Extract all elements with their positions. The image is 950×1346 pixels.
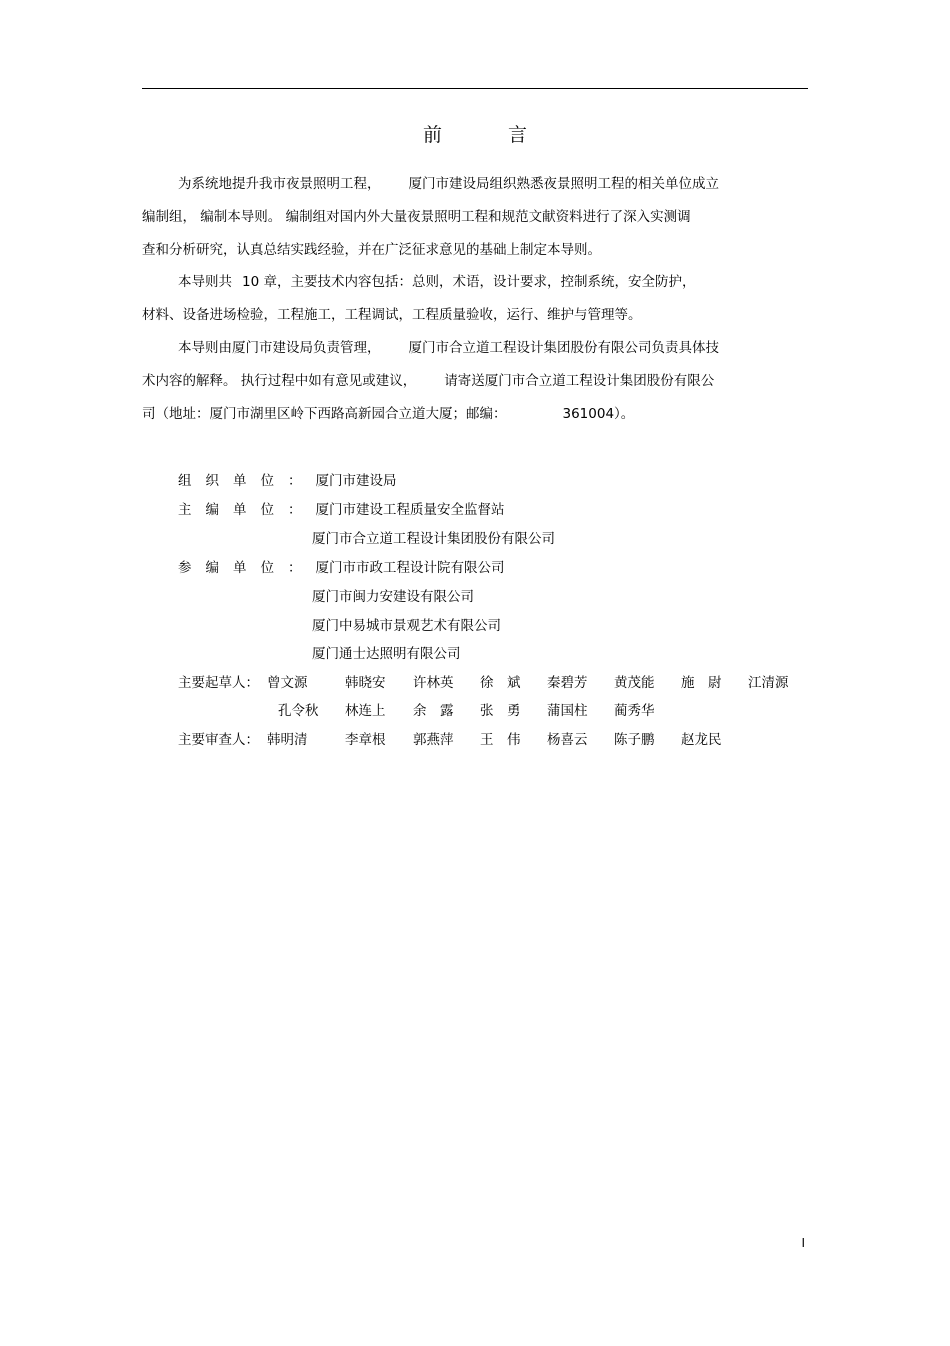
para3-line3: 司（地址：厦门市湖里区岭下西路高新园合立道大厦；邮编： 361004）。 (142, 406, 635, 422)
page-title: 前 言 (422, 124, 558, 146)
drafter-name: 蒲国柱 (547, 703, 588, 719)
para2-line1: 本导则共 10 章，主要技术内容包括：总则，术语，设计要求，控制系统，安全防护， (178, 274, 696, 290)
drafter-name: 秦碧芳 (547, 675, 588, 691)
para1-line3: 查和分析研究，认真总结实践经验，并在广泛征求意见的基础上制定本导则。 (142, 242, 601, 258)
drafter-name: 江清源 (748, 675, 789, 691)
reviewer-name: 郭燕萍 (413, 732, 454, 748)
paragraph-3 (142, 332, 822, 431)
org-row (178, 471, 397, 491)
participants-label: 参编单位： (178, 560, 316, 576)
drafter-name: 徐 斌 (480, 675, 521, 691)
para3-line2: 术内容的解释。 执行过程中如有意见或建议， 请寄送厦门市合立道工程设计集团股份有限公 (142, 373, 715, 389)
participant-value-3: 厦门中易城市景观艺术有限公司 (312, 618, 501, 634)
org-label: 组织单位： (178, 473, 316, 489)
page-number: I (801, 1236, 805, 1250)
para1-line1: 为系统地提升我市夜景照明工程， 厦门市建设局组织熟悉夜景照明工程的相关单位成立 (178, 176, 719, 192)
paragraph-2 (142, 266, 822, 332)
participants-row (178, 558, 505, 578)
para3-line1: 本导则由厦门市建设局负责管理， 厦门市合立道工程设计集团股份有限公司负责具体技 (178, 340, 719, 356)
reviewer-name: 韩明清 (267, 732, 308, 748)
chief-label: 主编单位： (178, 502, 316, 518)
para1-line2: 编制组， 编制本导则。 编制组对国内外大量夜景照明工程和规范文献资料进行了深入实测调 (142, 209, 691, 225)
participants-row-4 (312, 644, 461, 664)
reviewer-name: 王 伟 (480, 732, 521, 748)
reviewer-name: 杨喜云 (547, 732, 588, 748)
participant-value-4: 厦门通士达照明有限公司 (312, 646, 461, 662)
chief-row (178, 500, 505, 520)
drafter-name: 蔺秀华 (614, 703, 655, 719)
drafter-name: 韩晓安 (345, 675, 386, 691)
reviewers-label: 主要审查人： (178, 732, 259, 748)
org-value: 厦门市建设局 (315, 473, 397, 489)
para2-line2: 材料、设备进场检验，工程施工，工程调试，工程质量验收，运行、维护与管理等。 (142, 307, 642, 323)
chief-row-2 (312, 529, 555, 549)
drafter-name: 施 尉 (681, 675, 722, 691)
drafter-name: 孔令秋 (278, 703, 319, 719)
reviewer-name: 陈子鹏 (614, 732, 655, 748)
drafter-name: 许林英 (413, 675, 454, 691)
drafters-label: 主要起草人： (178, 675, 259, 691)
drafter-name: 黄茂能 (614, 675, 655, 691)
participants-row-3 (312, 616, 501, 636)
participant-value-2: 厦门市闽力安建设有限公司 (312, 589, 474, 605)
drafter-name: 余 露 (413, 703, 454, 719)
chief-value-2: 厦门市合立道工程设计集团股份有限公司 (312, 531, 555, 547)
drafter-name: 林连上 (345, 703, 386, 719)
drafter-name: 张 勇 (480, 703, 521, 719)
reviewer-name: 赵龙民 (681, 732, 722, 748)
participant-value-1: 厦门市市政工程设计院有限公司 (315, 560, 505, 576)
drafter-name: 曾文源 (267, 675, 308, 691)
participants-row-2 (312, 587, 474, 607)
paragraph-1 (142, 168, 822, 267)
header-rule (142, 88, 808, 89)
chief-value-1: 厦门市建设工程质量安全监督站 (315, 502, 505, 518)
reviewer-name: 李章根 (345, 732, 386, 748)
